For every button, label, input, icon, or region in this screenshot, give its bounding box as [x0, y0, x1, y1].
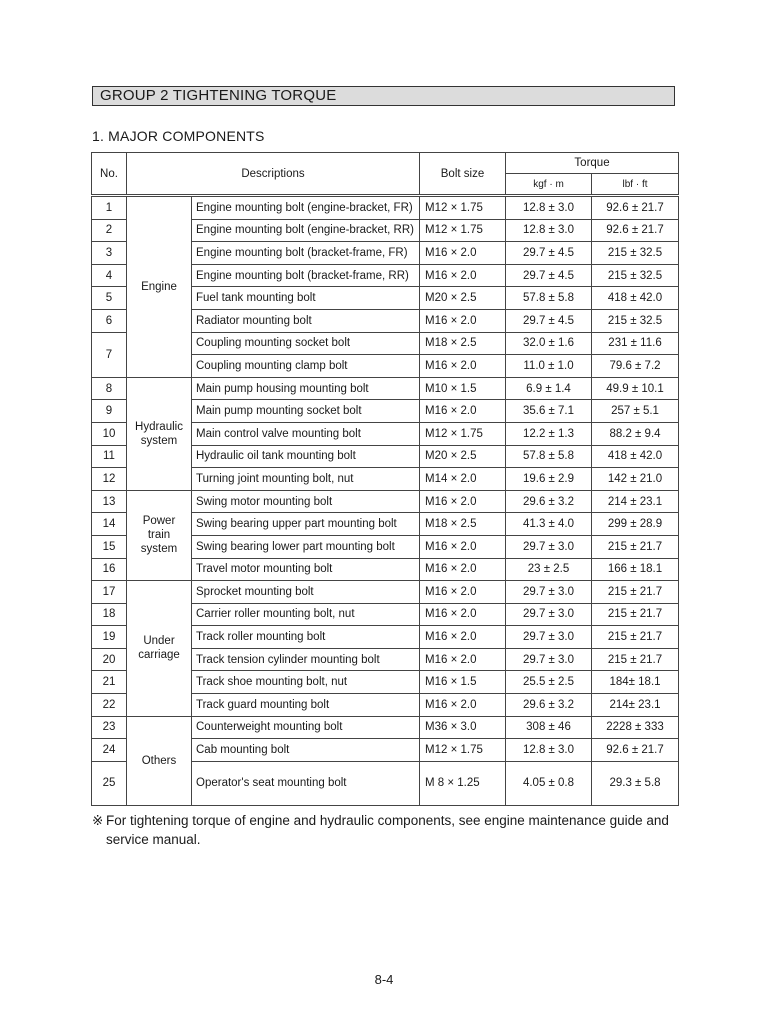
row-torque-lbf: 2228 ± 333: [592, 716, 679, 739]
row-bolt-size: M16 × 2.0: [420, 603, 506, 626]
row-torque-kgf: 29.7 ± 3.0: [506, 535, 592, 558]
row-bolt-size: M36 × 3.0: [420, 716, 506, 739]
row-no: 25: [92, 761, 127, 805]
row-torque-kgf: 12.8 ± 3.0: [506, 219, 592, 242]
row-no: 2: [92, 219, 127, 242]
row-description: Sprocket mounting bolt: [192, 581, 420, 604]
row-torque-lbf: 142 ± 21.0: [592, 468, 679, 491]
row-no: 7: [92, 332, 127, 377]
row-bolt-size: M16 × 2.0: [420, 355, 506, 378]
row-no: 10: [92, 422, 127, 445]
header-kgf: kgf · m: [506, 174, 592, 196]
row-no: 13: [92, 490, 127, 513]
row-torque-kgf: 25.5 ± 2.5: [506, 671, 592, 694]
row-description: Coupling mounting socket bolt: [192, 332, 420, 355]
row-torque-lbf: 88.2 ± 9.4: [592, 422, 679, 445]
row-torque-lbf: 214± 23.1: [592, 694, 679, 717]
row-torque-kgf: 29.7 ± 3.0: [506, 626, 592, 649]
row-description: Coupling mounting clamp bolt: [192, 355, 420, 378]
footnote-line-2: service manual.: [106, 832, 201, 847]
row-bolt-size: M10 × 1.5: [420, 377, 506, 400]
row-bolt-size: M16 × 1.5: [420, 671, 506, 694]
row-torque-kgf: 308 ± 46: [506, 716, 592, 739]
row-description: Track tension cylinder mounting bolt: [192, 648, 420, 671]
row-bolt-size: M16 × 2.0: [420, 626, 506, 649]
row-torque-kgf: 29.6 ± 3.2: [506, 490, 592, 513]
row-description: Cab mounting bolt: [192, 739, 420, 762]
table-row: [92, 196, 679, 220]
row-torque-lbf: 299 ± 28.9: [592, 513, 679, 536]
row-description: Fuel tank mounting bolt: [192, 287, 420, 310]
row-torque-kgf: 29.7 ± 4.5: [506, 264, 592, 287]
page-number: 8-4: [374, 972, 394, 987]
row-description: Hydraulic oil tank mounting bolt: [192, 445, 420, 468]
row-torque-lbf: 257 ± 5.1: [592, 400, 679, 423]
row-description: Engine mounting bolt (bracket-frame, FR): [192, 242, 420, 265]
row-torque-lbf: 92.6 ± 21.7: [592, 196, 679, 220]
row-torque-lbf: 215 ± 21.7: [592, 535, 679, 558]
group-others: Others: [127, 716, 192, 805]
row-torque-kgf: 29.6 ± 3.2: [506, 694, 592, 717]
row-torque-lbf: 215 ± 32.5: [592, 242, 679, 265]
row-torque-kgf: 35.6 ± 7.1: [506, 400, 592, 423]
row-torque-kgf: 6.9 ± 1.4: [506, 377, 592, 400]
row-bolt-size: M16 × 2.0: [420, 694, 506, 717]
row-description: Engine mounting bolt (engine-bracket, FR): [192, 196, 420, 220]
row-bolt-size: M20 × 2.5: [420, 445, 506, 468]
row-bolt-size: M16 × 2.0: [420, 558, 506, 581]
row-description: Operator's seat mounting bolt: [192, 761, 420, 805]
row-torque-kgf: 11.0 ± 1.0: [506, 355, 592, 378]
row-bolt-size: M16 × 2.0: [420, 309, 506, 332]
header-no: No.: [92, 153, 127, 196]
row-no: 17: [92, 581, 127, 604]
row-torque-kgf: 12.8 ± 3.0: [506, 739, 592, 762]
row-no: 6: [92, 309, 127, 332]
row-no: 24: [92, 739, 127, 762]
torque-table: [91, 152, 679, 806]
row-torque-lbf: 215 ± 21.7: [592, 626, 679, 649]
row-torque-kgf: 41.3 ± 4.0: [506, 513, 592, 536]
row-torque-kgf: 19.6 ± 2.9: [506, 468, 592, 491]
row-no: 16: [92, 558, 127, 581]
row-description: Main pump mounting socket bolt: [192, 400, 420, 423]
row-description: Swing bearing upper part mounting bolt: [192, 513, 420, 536]
row-description: Track guard mounting bolt: [192, 694, 420, 717]
row-bolt-size: M16 × 2.0: [420, 648, 506, 671]
row-no: 15: [92, 535, 127, 558]
row-torque-lbf: 215 ± 21.7: [592, 648, 679, 671]
row-no: 12: [92, 468, 127, 491]
row-torque-kgf: 12.2 ± 1.3: [506, 422, 592, 445]
row-no: 8: [92, 377, 127, 400]
row-torque-kgf: 57.8 ± 5.8: [506, 445, 592, 468]
row-description: Travel motor mounting bolt: [192, 558, 420, 581]
row-no: 4: [92, 264, 127, 287]
row-torque-lbf: 418 ± 42.0: [592, 445, 679, 468]
section-title: 1. MAJOR COMPONENTS: [92, 128, 265, 144]
row-torque-lbf: 214 ± 23.1: [592, 490, 679, 513]
row-torque-lbf: 418 ± 42.0: [592, 287, 679, 310]
row-description: Swing bearing lower part mounting bolt: [192, 535, 420, 558]
group-under-carriage: Under carriage: [127, 581, 192, 717]
group-power-train: Power train system: [127, 490, 192, 580]
row-torque-lbf: 215 ± 32.5: [592, 309, 679, 332]
row-bolt-size: M16 × 2.0: [420, 400, 506, 423]
row-bolt-size: M12 × 1.75: [420, 422, 506, 445]
row-no: 22: [92, 694, 127, 717]
row-torque-lbf: 215 ± 21.7: [592, 603, 679, 626]
row-torque-kgf: 32.0 ± 1.6: [506, 332, 592, 355]
footnote-line-1: For tightening torque of engine and hydraulic components, see engine maintenance guide and: [106, 813, 669, 828]
header-lbf: lbf · ft: [592, 174, 679, 196]
row-bolt-size: M16 × 2.0: [420, 535, 506, 558]
row-torque-kgf: 23 ± 2.5: [506, 558, 592, 581]
row-bolt-size: M16 × 2.0: [420, 264, 506, 287]
row-torque-lbf: 166 ± 18.1: [592, 558, 679, 581]
row-description: Track roller mounting bolt: [192, 626, 420, 649]
row-bolt-size: M 8 × 1.25: [420, 761, 506, 805]
row-torque-kgf: 4.05 ± 0.8: [506, 761, 592, 805]
row-bolt-size: M18 × 2.5: [420, 513, 506, 536]
row-description: Main pump housing mounting bolt: [192, 377, 420, 400]
row-no: 21: [92, 671, 127, 694]
row-no: 20: [92, 648, 127, 671]
row-torque-kgf: 29.7 ± 4.5: [506, 242, 592, 265]
table-row: [92, 377, 679, 400]
header-descriptions: Descriptions: [127, 153, 420, 196]
row-description: Turning joint mounting bolt, nut: [192, 468, 420, 491]
row-description: Engine mounting bolt (engine-bracket, RR): [192, 219, 420, 242]
row-torque-lbf: 184± 18.1: [592, 671, 679, 694]
row-description: Track shoe mounting bolt, nut: [192, 671, 420, 694]
row-description: Carrier roller mounting bolt, nut: [192, 603, 420, 626]
row-torque-kgf: 29.7 ± 3.0: [506, 648, 592, 671]
row-no: 9: [92, 400, 127, 423]
row-torque-kgf: 29.7 ± 3.0: [506, 603, 592, 626]
row-bolt-size: M12 × 1.75: [420, 219, 506, 242]
row-torque-kgf: 12.8 ± 3.0: [506, 196, 592, 220]
footnote: [92, 811, 678, 849]
row-no: 5: [92, 287, 127, 310]
row-no: 3: [92, 242, 127, 265]
table-row: [92, 490, 679, 513]
row-bolt-size: M16 × 2.0: [420, 242, 506, 265]
row-bolt-size: M14 × 2.0: [420, 468, 506, 491]
row-bolt-size: M20 × 2.5: [420, 287, 506, 310]
row-description: Main control valve mounting bolt: [192, 422, 420, 445]
row-bolt-size: M12 × 1.75: [420, 739, 506, 762]
row-torque-lbf: 79.6 ± 7.2: [592, 355, 679, 378]
header-bolt-size: Bolt size: [420, 153, 506, 196]
row-bolt-size: M18 × 2.5: [420, 332, 506, 355]
group-title: GROUP 2 TIGHTENING TORQUE: [92, 86, 675, 106]
row-bolt-size: M16 × 2.0: [420, 581, 506, 604]
table-row: [92, 716, 679, 739]
row-torque-lbf: 92.6 ± 21.7: [592, 739, 679, 762]
row-description: Engine mounting bolt (bracket-frame, RR): [192, 264, 420, 287]
row-no: 11: [92, 445, 127, 468]
row-no: 23: [92, 716, 127, 739]
row-no: 14: [92, 513, 127, 536]
row-description: Radiator mounting bolt: [192, 309, 420, 332]
row-torque-kgf: 57.8 ± 5.8: [506, 287, 592, 310]
row-torque-lbf: 215 ± 21.7: [592, 581, 679, 604]
row-torque-kgf: 29.7 ± 4.5: [506, 309, 592, 332]
row-no: 18: [92, 603, 127, 626]
row-torque-lbf: 49.9 ± 10.1: [592, 377, 679, 400]
group-engine: Engine: [127, 196, 192, 378]
row-torque-kgf: 29.7 ± 3.0: [506, 581, 592, 604]
row-bolt-size: M12 × 1.75: [420, 196, 506, 220]
row-torque-lbf: 29.3 ± 5.8: [592, 761, 679, 805]
group-hydraulic: Hydraulic system: [127, 377, 192, 490]
row-bolt-size: M16 × 2.0: [420, 490, 506, 513]
row-torque-lbf: 215 ± 32.5: [592, 264, 679, 287]
header-torque: Torque: [506, 153, 679, 174]
row-description: Swing motor mounting bolt: [192, 490, 420, 513]
table-header-row: [92, 153, 679, 174]
row-torque-lbf: 92.6 ± 21.7: [592, 219, 679, 242]
row-description: Counterweight mounting bolt: [192, 716, 420, 739]
reference-mark-icon: ※: [92, 813, 104, 828]
row-no: 19: [92, 626, 127, 649]
table-row: [92, 581, 679, 604]
row-torque-lbf: 231 ± 11.6: [592, 332, 679, 355]
row-no: 1: [92, 196, 127, 220]
